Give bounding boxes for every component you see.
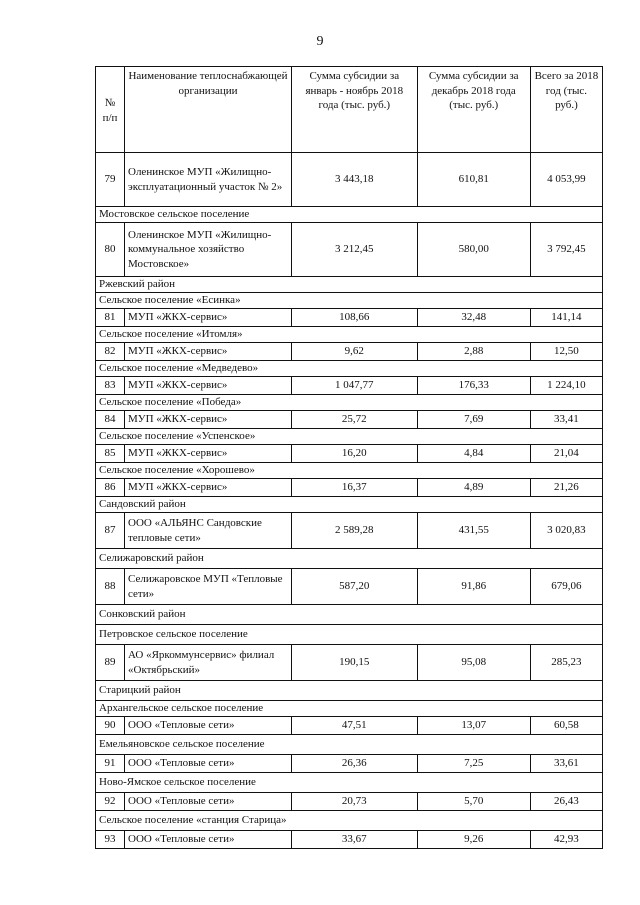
- table-row: [96, 377, 603, 395]
- subsidy-total: 141,14: [530, 309, 602, 327]
- organization-name: Оленинское МУП «Жилищно-эксплуатационный участок № 2»: [125, 153, 292, 207]
- subsidy-december: 95,08: [417, 645, 530, 681]
- section-row: [96, 429, 603, 445]
- subsidy-december: 4,84: [417, 445, 530, 463]
- subsidy-december: 9,26: [417, 831, 530, 849]
- subsidy-total: 33,61: [530, 755, 602, 773]
- subsidy-jan-nov: 26,36: [292, 755, 418, 773]
- page-number: 9: [316, 34, 324, 49]
- row-number: 81: [96, 309, 125, 327]
- row-number: 92: [96, 793, 125, 811]
- organization-name: МУП «ЖКХ-сервис»: [125, 411, 292, 429]
- row-number: 79: [96, 153, 125, 207]
- section-title: Петровское сельское поселение: [96, 625, 603, 645]
- table-row: [96, 645, 603, 681]
- section-title: Емельяновское сельское поселение: [96, 735, 603, 755]
- subsidy-jan-nov: 47,51: [292, 717, 418, 735]
- organization-name: МУП «ЖКХ-сервис»: [125, 377, 292, 395]
- organization-name: АО «Яркоммунсервис» филиал «Октябрьский»: [125, 645, 292, 681]
- subsidy-table: [95, 66, 603, 849]
- section-title: Ново-Ямское сельское поселение: [96, 773, 603, 793]
- section-title: Сельское поселение «Есинка»: [96, 293, 603, 309]
- section-row: [96, 207, 603, 223]
- subsidy-december: 32,48: [417, 309, 530, 327]
- section-row: [96, 681, 603, 701]
- subsidy-total: 3 792,45: [530, 223, 602, 277]
- row-number: 87: [96, 513, 125, 549]
- subsidy-december: 91,86: [417, 569, 530, 605]
- subsidy-jan-nov: 3 443,18: [292, 153, 418, 207]
- subsidy-jan-nov: 587,20: [292, 569, 418, 605]
- section-title: Сельское поселение «Победа»: [96, 395, 603, 411]
- header-jan-nov: Сумма субсидии за январь - ноябрь 2018 года (тыс. руб.): [292, 67, 418, 153]
- table-row: [96, 411, 603, 429]
- section-title: Сельское поселение «Медведево»: [96, 361, 603, 377]
- table-row: [96, 153, 603, 207]
- subsidy-december: 7,25: [417, 755, 530, 773]
- table-row: [96, 793, 603, 811]
- subsidy-december: 7,69: [417, 411, 530, 429]
- section-row: [96, 361, 603, 377]
- row-number: 90: [96, 717, 125, 735]
- organization-name: ООО «Тепловые сети»: [125, 755, 292, 773]
- section-row: [96, 463, 603, 479]
- subsidy-december: 580,00: [417, 223, 530, 277]
- subsidy-december: 610,81: [417, 153, 530, 207]
- subsidy-total: 21,26: [530, 479, 602, 497]
- section-row: [96, 497, 603, 513]
- organization-name: ООО «Тепловые сети»: [125, 793, 292, 811]
- organization-name: МУП «ЖКХ-сервис»: [125, 445, 292, 463]
- table-row: [96, 309, 603, 327]
- organization-name: МУП «ЖКХ-сервис»: [125, 309, 292, 327]
- organization-name: ООО «Тепловые сети»: [125, 717, 292, 735]
- subsidy-jan-nov: 1 047,77: [292, 377, 418, 395]
- section-title: Ржевский район: [96, 277, 603, 293]
- subsidy-total: 60,58: [530, 717, 602, 735]
- subsidy-december: 431,55: [417, 513, 530, 549]
- table-row: [96, 445, 603, 463]
- table-header-row: [96, 67, 603, 153]
- organization-name: ООО «АЛЬЯНС Сандовские тепловые сети»: [125, 513, 292, 549]
- section-row: [96, 277, 603, 293]
- table-row: [96, 513, 603, 549]
- section-row: [96, 811, 603, 831]
- subsidy-total: 26,43: [530, 793, 602, 811]
- subsidy-total: 42,93: [530, 831, 602, 849]
- section-title: Старицкий район: [96, 681, 603, 701]
- subsidy-total: 3 020,83: [530, 513, 602, 549]
- row-number: 86: [96, 479, 125, 497]
- subsidy-total: 4 053,99: [530, 153, 602, 207]
- row-number: 80: [96, 223, 125, 277]
- section-row: [96, 605, 603, 625]
- table-row: [96, 223, 603, 277]
- organization-name: Оленинское МУП «Жилищно-коммунальное хозяйство Мостовское»: [125, 223, 292, 277]
- subsidy-jan-nov: 16,20: [292, 445, 418, 463]
- header-total: Всего за 2018 год (тыс. руб.): [530, 67, 602, 153]
- subsidy-december: 13,07: [417, 717, 530, 735]
- subsidy-december: 5,70: [417, 793, 530, 811]
- row-number: 93: [96, 831, 125, 849]
- row-number: 84: [96, 411, 125, 429]
- section-row: [96, 549, 603, 569]
- subsidy-jan-nov: 2 589,28: [292, 513, 418, 549]
- subsidy-total: 33,41: [530, 411, 602, 429]
- row-number: 88: [96, 569, 125, 605]
- subsidy-december: 176,33: [417, 377, 530, 395]
- section-row: [96, 773, 603, 793]
- table-row: [96, 343, 603, 361]
- section-title: Сельское поселение «Успенское»: [96, 429, 603, 445]
- subsidy-jan-nov: 190,15: [292, 645, 418, 681]
- section-title: Селижаровский район: [96, 549, 603, 569]
- subsidy-total: 21,04: [530, 445, 602, 463]
- subsidy-jan-nov: 3 212,45: [292, 223, 418, 277]
- table-row: [96, 755, 603, 773]
- table-row: [96, 717, 603, 735]
- section-title: Сельское поселение «Хорошево»: [96, 463, 603, 479]
- subsidy-jan-nov: 9,62: [292, 343, 418, 361]
- subsidy-jan-nov: 16,37: [292, 479, 418, 497]
- subsidy-jan-nov: 25,72: [292, 411, 418, 429]
- table-row: [96, 479, 603, 497]
- subsidy-jan-nov: 108,66: [292, 309, 418, 327]
- header-org: Наименование теплоснабжающей организации: [125, 67, 292, 153]
- organization-name: МУП «ЖКХ-сервис»: [125, 479, 292, 497]
- subsidy-jan-nov: 20,73: [292, 793, 418, 811]
- section-row: [96, 701, 603, 717]
- row-number: 91: [96, 755, 125, 773]
- organization-name: Селижаровское МУП «Тепловые сети»: [125, 569, 292, 605]
- section-row: [96, 735, 603, 755]
- row-number: 83: [96, 377, 125, 395]
- table-body: [96, 153, 603, 849]
- subsidy-total: 679,06: [530, 569, 602, 605]
- subsidy-december: 2,88: [417, 343, 530, 361]
- table-row: [96, 831, 603, 849]
- subsidy-jan-nov: 33,67: [292, 831, 418, 849]
- section-row: [96, 327, 603, 343]
- subsidy-total: 285,23: [530, 645, 602, 681]
- header-num: № п/п: [96, 67, 125, 153]
- row-number: 85: [96, 445, 125, 463]
- section-title: Мостовское сельское поселение: [96, 207, 603, 223]
- header-dec: Сумма субсидии за декабрь 2018 года (тыс. руб.): [417, 67, 530, 153]
- subsidy-total: 1 224,10: [530, 377, 602, 395]
- section-title: Сонковский район: [96, 605, 603, 625]
- section-row: [96, 625, 603, 645]
- section-title: Архангельское сельское поселение: [96, 701, 603, 717]
- organization-name: МУП «ЖКХ-сервис»: [125, 343, 292, 361]
- row-number: 82: [96, 343, 125, 361]
- section-title: Сельское поселение «станция Старица»: [96, 811, 603, 831]
- section-row: [96, 293, 603, 309]
- subsidy-total: 12,50: [530, 343, 602, 361]
- table-row: [96, 569, 603, 605]
- row-number: 89: [96, 645, 125, 681]
- organization-name: ООО «Тепловые сети»: [125, 831, 292, 849]
- section-row: [96, 395, 603, 411]
- section-title: Сандовский район: [96, 497, 603, 513]
- section-title: Сельское поселение «Итомля»: [96, 327, 603, 343]
- subsidy-december: 4,89: [417, 479, 530, 497]
